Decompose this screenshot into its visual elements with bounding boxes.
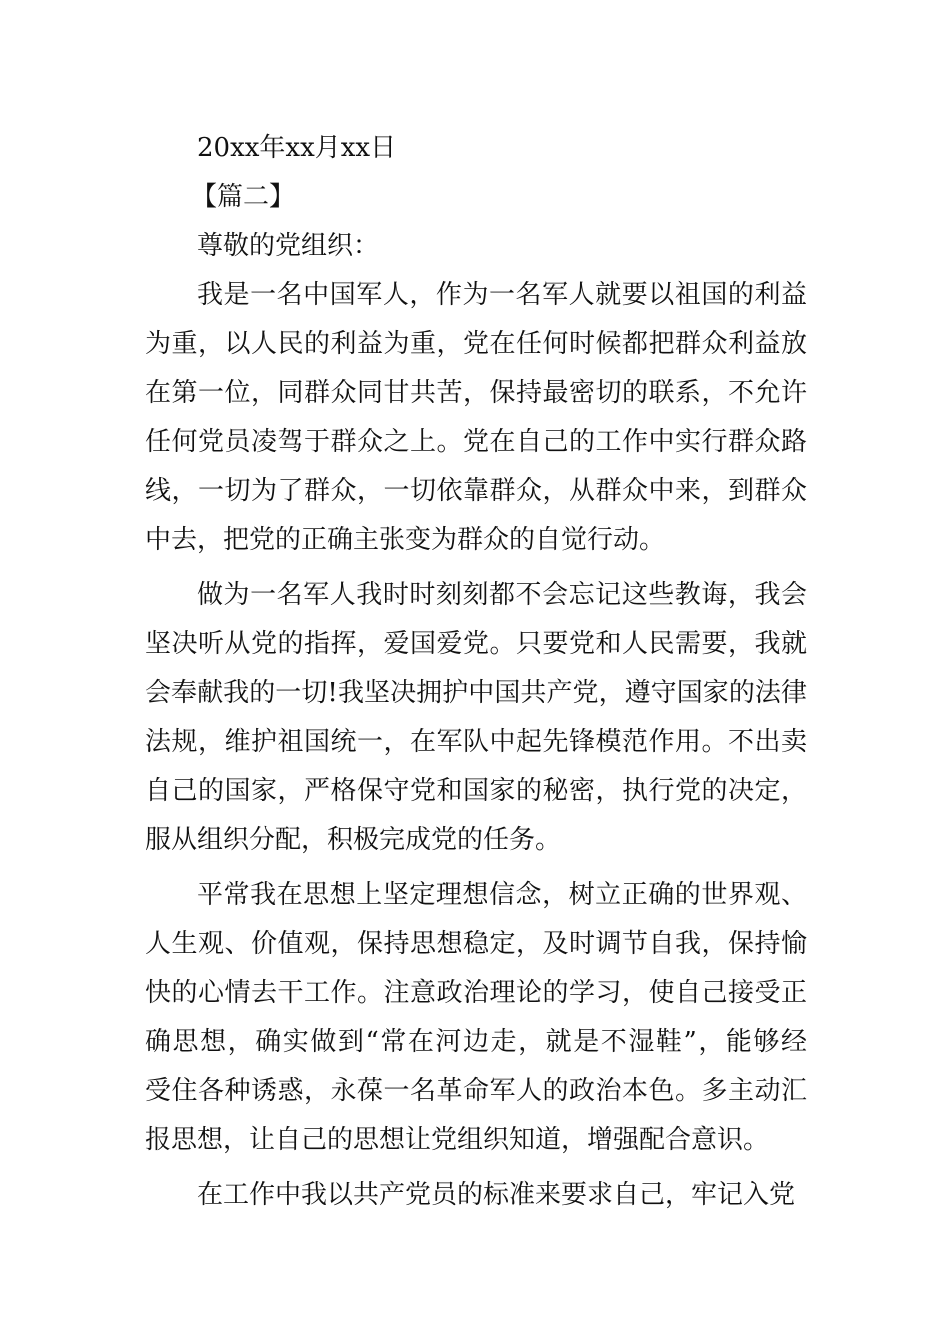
paragraph-line: 服从组织分配，积极完成党的任务。 [145,825,562,855]
paragraph-2 [145,571,807,865]
paragraph-line: 做为一名军人我时时刻刻都不会忘记这些教诲，我会 [197,580,807,610]
paragraph-3 [145,871,807,1165]
paragraph-line: 受住各种诱惑，永葆一名革命军人的政治本色。多主动汇 [145,1076,807,1106]
paragraph-line: 自己的国家，严格保守党和国家的秘密，执行党的决定， [145,776,807,806]
paragraph-line: 中去，把党的正确主张变为群众的自觉行动。 [145,525,666,555]
paragraph-line: 在第一位，同群众同甘共苦，保持最密切的联系，不允许 [145,378,807,408]
paragraph-line: 法规，维护祖国统一，在军队中起先锋模范作用。不出卖 [145,727,807,757]
letter-date: 20xx年xx月xx日 [197,133,397,163]
paragraph-line: 快的心情去干工作。注意政治理论的学习，使自己接受正 [145,978,807,1008]
paragraph-line: 人生观、价值观，保持思想稳定，及时调节自我，保持愉 [145,929,807,959]
paragraph-line: 报思想，让自己的思想让党组织知道，增强配合意识。 [145,1125,770,1155]
paragraph-line: 平常我在思想上坚定理想信念，树立正确的世界观、 [197,880,807,910]
paragraph-1 [145,271,807,565]
paragraph-4 [145,1171,807,1220]
paragraph-line: 为重，以人民的利益为重，党在任何时候都把群众利益放 [145,329,807,359]
section-title: 【篇二】 [191,182,296,212]
paragraph-line: 线，一切为了群众，一切依靠群众，从群众中来，到群众 [145,476,807,506]
paragraph-line: 坚决听从党的指挥，爱国爱党。只要党和人民需要，我就 [145,629,807,659]
paragraph-line: 会奉献我的一切!我坚决拥护中国共产党，遵守国家的法律 [145,678,807,708]
salutation: 尊敬的党组织： [197,231,380,261]
paragraph-line: 我是一名中国军人，作为一名军人就要以祖国的利益 [197,280,807,310]
paragraph-line: 确思想，确实做到“常在河边走，就是不湿鞋”，能够经 [145,1027,807,1057]
paragraph-line: 任何党员凌驾于群众之上。党在自己的工作中实行群众路 [145,427,807,457]
paragraph-line: 在工作中我以共产党员的标准来要求自己，牢记入党 [197,1180,796,1210]
